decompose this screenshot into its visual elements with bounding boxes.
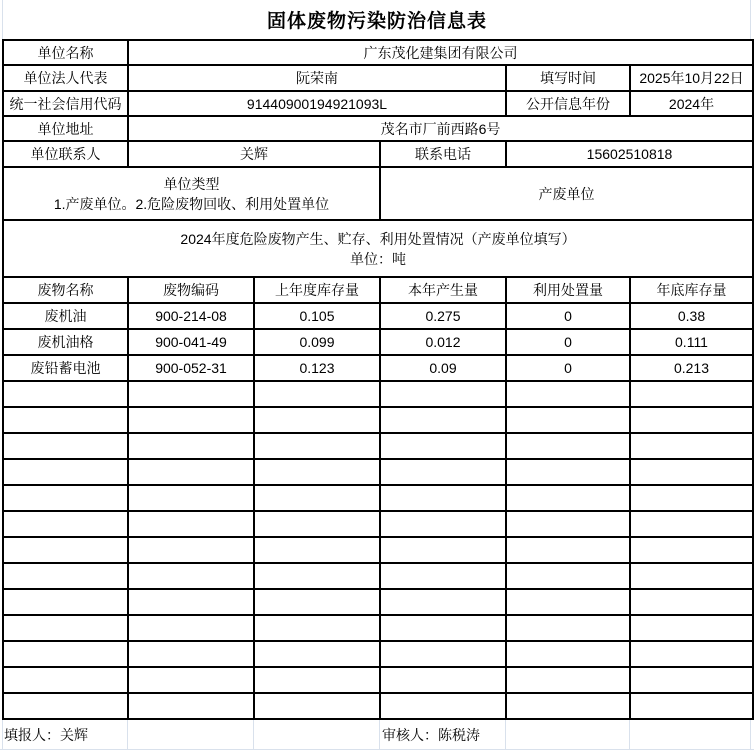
empty-cell bbox=[630, 615, 753, 641]
row-contact bbox=[3, 141, 753, 167]
empty-cell bbox=[506, 537, 630, 563]
empty-cell bbox=[380, 485, 506, 511]
empty-cell bbox=[3, 511, 128, 537]
address-value: 茂名市厂前西路6号 bbox=[128, 116, 753, 141]
empty-cell bbox=[128, 381, 254, 407]
empty-row bbox=[3, 693, 753, 719]
empty-cell bbox=[506, 563, 630, 589]
waste-code: 900-214-08 bbox=[128, 303, 254, 329]
phone-label: 联系电话 bbox=[380, 141, 506, 167]
empty-cell bbox=[254, 615, 380, 641]
waste-name: 废铅蓄电池 bbox=[3, 355, 128, 381]
empty-cell bbox=[3, 381, 128, 407]
legal-rep-label: 单位法人代表 bbox=[3, 65, 128, 91]
empty-cell bbox=[3, 615, 128, 641]
section-header bbox=[3, 220, 753, 277]
waste-name: 废机油 bbox=[3, 303, 128, 329]
empty-cell bbox=[254, 589, 380, 615]
unit-type-line1: 单位类型 bbox=[163, 175, 220, 192]
empty-cell bbox=[128, 485, 254, 511]
empty-cell bbox=[128, 641, 254, 667]
empty-row bbox=[3, 511, 753, 537]
row-unit-type bbox=[3, 167, 753, 220]
empty-row bbox=[3, 433, 753, 459]
produced: 0.09 bbox=[380, 355, 506, 381]
col-header-produced: 本年产生量 bbox=[380, 277, 506, 303]
disposed: 0 bbox=[506, 329, 630, 355]
public-year-label: 公开信息年份 bbox=[506, 91, 630, 116]
waste-name: 废机油格 bbox=[3, 329, 128, 355]
unit-type-line2: 1.产废单位。2.危险废物回收、利用处置单位 bbox=[53, 195, 330, 212]
empty-row bbox=[3, 459, 753, 485]
sheet-footer bbox=[0, 719, 754, 750]
empty-cell bbox=[380, 641, 506, 667]
empty-cell bbox=[380, 511, 506, 537]
empty-cell bbox=[128, 537, 254, 563]
empty-cell bbox=[128, 459, 254, 485]
reviewer: 审核人：陈税涛 bbox=[382, 726, 480, 743]
empty-cell bbox=[380, 433, 506, 459]
prev-stock: 0.105 bbox=[254, 303, 380, 329]
empty-cell bbox=[128, 407, 254, 433]
legal-rep-value: 阮荣南 bbox=[128, 65, 506, 91]
disposed: 0 bbox=[506, 355, 630, 381]
waste-header-row bbox=[3, 277, 753, 303]
empty-cell bbox=[254, 485, 380, 511]
prev-stock: 0.123 bbox=[254, 355, 380, 381]
address-label: 单位地址 bbox=[3, 116, 128, 141]
empty-cell bbox=[3, 459, 128, 485]
empty-cell bbox=[254, 563, 380, 589]
produced: 0.012 bbox=[380, 329, 506, 355]
empty-rows bbox=[3, 381, 753, 719]
empty-cell bbox=[630, 511, 753, 537]
empty-cell bbox=[3, 563, 128, 589]
table-row bbox=[3, 329, 753, 355]
yearend-stock: 0.111 bbox=[630, 329, 753, 355]
unit-name-value: 广东茂化建集团有限公司 bbox=[128, 40, 753, 65]
empty-cell bbox=[380, 693, 506, 719]
info-table bbox=[2, 39, 754, 720]
empty-cell bbox=[254, 511, 380, 537]
empty-cell bbox=[3, 407, 128, 433]
col-header-yearend-stock: 年底库存量 bbox=[630, 277, 753, 303]
empty-row bbox=[3, 667, 753, 693]
yearend-stock: 0.38 bbox=[630, 303, 753, 329]
empty-cell bbox=[254, 407, 380, 433]
table-row bbox=[3, 355, 753, 381]
empty-cell bbox=[506, 641, 630, 667]
empty-cell bbox=[128, 511, 254, 537]
empty-cell bbox=[3, 693, 128, 719]
col-header-disposed: 利用处置量 bbox=[506, 277, 630, 303]
yearend-stock: 0.213 bbox=[630, 355, 753, 381]
empty-cell bbox=[128, 615, 254, 641]
empty-cell bbox=[3, 667, 128, 693]
empty-cell bbox=[128, 589, 254, 615]
waste-code: 900-041-49 bbox=[128, 329, 254, 355]
preparer: 填报人：关辉 bbox=[4, 726, 88, 743]
empty-cell bbox=[254, 641, 380, 667]
empty-cell bbox=[128, 563, 254, 589]
empty-cell bbox=[630, 563, 753, 589]
empty-cell bbox=[630, 693, 753, 719]
row-address bbox=[3, 116, 753, 141]
empty-cell bbox=[254, 693, 380, 719]
phone-value: 15602510818 bbox=[506, 141, 753, 167]
empty-cell bbox=[254, 381, 380, 407]
prev-stock: 0.099 bbox=[254, 329, 380, 355]
empty-cell bbox=[128, 693, 254, 719]
fill-date-value: 2025年10月22日 bbox=[630, 65, 753, 91]
unit-type-value: 产废单位 bbox=[380, 167, 753, 220]
col-header-waste-code: 废物编码 bbox=[128, 277, 254, 303]
empty-cell bbox=[630, 537, 753, 563]
empty-cell bbox=[380, 381, 506, 407]
empty-cell bbox=[3, 589, 128, 615]
empty-cell bbox=[506, 433, 630, 459]
empty-cell bbox=[254, 459, 380, 485]
empty-cell bbox=[3, 485, 128, 511]
credit-code-value: 91440900194921093L bbox=[128, 91, 506, 116]
empty-cell bbox=[380, 589, 506, 615]
empty-cell bbox=[128, 433, 254, 459]
empty-cell bbox=[630, 407, 753, 433]
empty-cell bbox=[630, 433, 753, 459]
empty-cell bbox=[380, 615, 506, 641]
empty-row bbox=[3, 381, 753, 407]
row-legal-rep bbox=[3, 65, 753, 91]
empty-cell bbox=[506, 485, 630, 511]
empty-cell bbox=[630, 589, 753, 615]
empty-cell bbox=[506, 615, 630, 641]
page-title: 固体废物污染防治信息表 bbox=[266, 11, 487, 32]
empty-cell bbox=[3, 433, 128, 459]
empty-cell bbox=[506, 589, 630, 615]
public-year-value: 2024年 bbox=[630, 91, 753, 116]
empty-cell bbox=[3, 641, 128, 667]
empty-row bbox=[3, 563, 753, 589]
contact-value: 关辉 bbox=[128, 141, 380, 167]
fill-date-label: 填写时间 bbox=[506, 65, 630, 91]
empty-row bbox=[3, 485, 753, 511]
empty-cell bbox=[380, 407, 506, 433]
empty-cell bbox=[380, 459, 506, 485]
empty-cell bbox=[506, 459, 630, 485]
row-unit-name bbox=[3, 40, 753, 65]
table-row bbox=[3, 303, 753, 329]
unit-type-label bbox=[3, 167, 380, 220]
disposed: 0 bbox=[506, 303, 630, 329]
empty-cell bbox=[630, 485, 753, 511]
empty-cell bbox=[630, 667, 753, 693]
empty-row bbox=[3, 615, 753, 641]
empty-cell bbox=[506, 381, 630, 407]
empty-cell bbox=[380, 667, 506, 693]
row-credit-code bbox=[3, 91, 753, 116]
col-header-prev-stock: 上年度库存量 bbox=[254, 277, 380, 303]
empty-cell bbox=[254, 667, 380, 693]
empty-cell bbox=[506, 407, 630, 433]
empty-cell bbox=[380, 563, 506, 589]
empty-cell bbox=[630, 459, 753, 485]
credit-code-label: 统一社会信用代码 bbox=[3, 91, 128, 116]
empty-cell bbox=[380, 537, 506, 563]
empty-cell bbox=[3, 537, 128, 563]
empty-cell bbox=[506, 511, 630, 537]
empty-row bbox=[3, 589, 753, 615]
empty-cell bbox=[254, 537, 380, 563]
contact-label: 单位联系人 bbox=[3, 141, 128, 167]
row-section-header bbox=[3, 220, 753, 277]
empty-cell bbox=[506, 693, 630, 719]
empty-cell bbox=[630, 381, 753, 407]
empty-cell bbox=[506, 667, 630, 693]
empty-cell bbox=[254, 433, 380, 459]
empty-row bbox=[3, 641, 753, 667]
empty-cell bbox=[128, 667, 254, 693]
unit-name-label: 单位名称 bbox=[3, 40, 128, 65]
col-header-waste-name: 废物名称 bbox=[3, 277, 128, 303]
section-unit: 单位：吨 bbox=[350, 250, 406, 267]
empty-row bbox=[3, 407, 753, 433]
waste-code: 900-052-31 bbox=[128, 355, 254, 381]
empty-cell bbox=[630, 641, 753, 667]
produced: 0.275 bbox=[380, 303, 506, 329]
empty-row bbox=[3, 537, 753, 563]
section-title: 2024年度危险废物产生、贮存、利用处置情况（产废单位填写） bbox=[180, 230, 576, 247]
